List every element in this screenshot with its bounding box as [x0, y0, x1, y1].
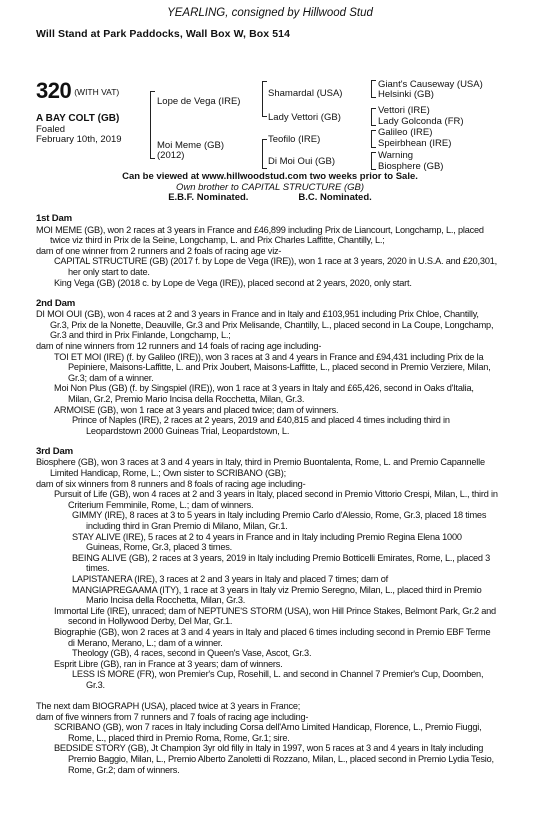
- pedigree-ddd: Biosphere (GB): [378, 161, 444, 172]
- pedigree-sire-dam: Lady Vettori (GB): [268, 112, 341, 123]
- third-dam-grandproduce: Theology (GB), 4 races, second in Queen's Vase, Ascot, Gr.3.: [72, 648, 312, 659]
- pedigree-ssd: Helsinki (GB): [378, 89, 434, 100]
- bc-nominated: B.C. Nominated.: [298, 192, 372, 203]
- pedigree-bracket-sd: [371, 108, 376, 126]
- second-dam-grandproduce: Prince of Naples (IRE), 2 races at 2 years, 2019 and £40,815 and placed 4 times including third in Leopardstown 2000 Guineas Trial, Leopardstown, L.: [72, 415, 450, 436]
- section-gap: [36, 691, 498, 702]
- pedigree-bracket-dam: [262, 139, 267, 169]
- first-dam-line: MOI MEME (GB), won 2 races at 3 years in France and £46,899 including Prix de Liancourt, Longchamp, L., placed twice viz third in Prix de la Seine, Longchamp, L. and Prix Charles Laffitte, Chantilly, L.;: [36, 224, 484, 246]
- pedigree-bracket-dd: [371, 152, 376, 170]
- pedigree-dsd: Speirbhean (IRE): [378, 138, 452, 149]
- pedigree-bracket-sire: [262, 81, 267, 117]
- third-dam-produce: Biographie (GB), won 2 races at 3 and 4 years in Italy and placed 6 times including second in Premio EBF Terme di Merano, Merano, L.; dam of a winner.: [54, 626, 491, 648]
- lot-number: [36, 78, 119, 104]
- nominations: [0, 193, 540, 203]
- lot-number-value: 320: [36, 78, 72, 103]
- next-dam-produce: SCRIBANO (GB), won 7 races in Italy including Corsa dell'Arno Limited Handicap, Florence, L., Premio Fiuggi, Rome, L., placed third in Premio Roma, Rome, Gr.1; sire.: [54, 722, 482, 743]
- pedigree-bracket-main: [150, 91, 155, 159]
- next-dam-produce: BEDSIDE STORY (GB), Jt Champion 3yr old filly in Italy in 1997, won 5 races at 3 and 4 years in Italy including Premio Baggio, Milan, L., Premio Alberto Zanoletti di Rozzano, Milan, L., placed second in Premio Lydia Tesio, Rome, Gr.2; dam of winners.: [54, 743, 494, 775]
- third-dam-grandproduce: BEING ALIVE (GB), 2 races at 3 years, 2019 in Italy including Premio Botticelli Emirates, Rome, L., placed 3 times.: [72, 552, 491, 574]
- third-dam-greatgrandproduce: MANGIAPREGAAMA (ITY), 1 race at 3 years in Italy viz Premio Seregno, Milan, L., placed third in Premio Mario Incisa della Rocchetta, Milan, Gr.3.: [72, 584, 482, 606]
- first-dam-produce: CAPITAL STRUCTURE (GB) (2017 f. by Lope de Vega (IRE)), won 1 race at 3 years, 2020 in U.S.A. and £20,301, her only start to date.: [54, 256, 497, 277]
- pedigree-sire: Lope de Vega (IRE): [157, 96, 241, 107]
- third-dam-heading: 3rd Dam: [36, 445, 73, 457]
- brother-note: Own brother to CAPITAL STRUCTURE (GB): [175, 182, 365, 193]
- pedigree-dam-year: (2012): [157, 150, 185, 161]
- second-dam-produce: TOI ET MOI (IRE) (f. by Galileo (IRE)), won 3 races at 3 and 4 years in France and £94,431 including Prix de la Pepiniere, Maisons-Laffitte, L. and Prix Joubert, Maisons-Laffitte, L., placed second in Premio Verziere, Milan, Gr.3; dam of a winner.: [54, 351, 491, 383]
- pedigree-dss: Galileo (IRE): [378, 127, 433, 138]
- foaled-date: February 10th, 2019: [36, 134, 122, 145]
- second-dam-produce-intro: dam of nine winners from 12 runners and 14 foals of racing age including-: [36, 341, 322, 352]
- stand-location: Will Stand at Park Paddocks, Wall Box W, Box 514: [36, 28, 291, 40]
- pedigree-dam-sire: Teofilo (IRE): [268, 134, 321, 145]
- third-dam-produce: Pursuit of Life (GB), won 4 races at 2 and 3 years in Italy, placed second in Premio Vittorio Crespi, Milan, L., third in Criterium Femminile, Rome, L.; dam of winners.: [54, 489, 498, 510]
- first-dam-produce: King Vega (GB) (2018 c. by Lope de Vega (IRE)), placed second at 2 years, 2020, only start.: [54, 277, 412, 288]
- pedigree-sdd: Lady Golconda (FR): [378, 116, 464, 127]
- first-dam-heading: 1st Dam: [36, 213, 72, 224]
- second-dam-produce: ARMOISE (GB), won 1 race at 3 years and placed twice; dam of winners.: [54, 404, 339, 415]
- foaled-label: Foaled: [36, 124, 66, 135]
- third-dam-produce-intro: dam of six winners from 8 runners and 8 foals of racing age including-: [36, 478, 306, 489]
- third-dam-produce: Immortal Life (IRE), unraced; dam of NEPTUNE'S STORM (USA), won Hill Prince Stakes, Belmont Park, Gr.2 and second in Hollywood Derby, Del Mar, Gr.1.: [54, 605, 496, 627]
- second-dam-heading: 2nd Dam: [36, 297, 76, 309]
- next-dam-produce-intro: dam of five winners from 7 runners and 7 foals of racing age including-: [36, 711, 309, 722]
- third-dam-grandproduce: LESS IS MORE (FR), won Premier's Cup, Rosehill, L. and second in Channel 7 Premier's Cup, Doomben, Gr.3.: [72, 669, 484, 690]
- pedigree-sire-sire: Shamardal (USA): [268, 88, 343, 99]
- third-dam-grandproduce: STAY ALIVE (IRE), 5 races at 2 to 4 years in France and in Italy including Premio Regina Elena 1000 Guineas, Rome, Gr.3, placed 3 times.: [72, 531, 462, 553]
- pedigree-sss: Giant's Causeway (USA): [378, 79, 483, 90]
- ebf-nominated: E.B.F. Nominated.: [168, 192, 249, 203]
- second-dam-produce: Moi Non Plus (GB) (f. by Singspiel (IRE)), won 1 race at 3 years in Italy and £65,426, second in Oaks d'Italia, Milan, Gr.2, Premio Mario Incisa della Rocchetta, Milan, Gr.3.: [54, 383, 474, 404]
- viewing-note: Can be viewed at www.hillwoodstud.com two weeks prior to Sale.: [122, 171, 418, 182]
- pedigree-body: [36, 214, 498, 775]
- vat-note: (WITH VAT): [74, 87, 120, 97]
- first-dam-produce-intro: dam of one winner from 2 runners and 2 foals of racing age viz-: [36, 245, 282, 256]
- pedigree-bracket-ss: [371, 80, 376, 98]
- third-dam-grandproduce: LAPISTANERA (IRE), 3 races at 2 and 3 years in Italy and placed 7 times; dam of: [72, 574, 388, 584]
- pedigree-sds: Vettori (IRE): [378, 105, 430, 116]
- consignment-header: YEARLING, consigned by Hillwood Stud: [167, 7, 373, 19]
- second-dam-line: DI MOI OUI (GB), won 4 races at 2 and 3 years in France and in Italy and £103,951 including Prix Chloe, Chantilly, Gr.3, Prix de la Nonette, Deauville, Gr.3 and Prix Melisande, Chantilly, L., placed second in La Coupe, Longchamp, Gr.3 and third in Prix Finlande, Longchamp, L.;: [36, 309, 494, 341]
- pedigree-dam-dam: Di Moi Oui (GB): [268, 156, 336, 167]
- next-dam-line: The next dam BIOGRAPH (USA), placed twice at 3 years in France;: [36, 701, 301, 712]
- horse-name: A BAY COLT (GB): [36, 113, 120, 124]
- pedigree-dam: Moi Meme (GB): [157, 140, 225, 151]
- pedigree-dds: Warning: [378, 150, 414, 161]
- third-dam-grandproduce: GIMMY (IRE), 8 races at 3 to 5 years in Italy including Premio Carlo d'Alessio, Rome, Gr.3, placed 18 times including third in Gran Premio di Milano, Milan, Gr.1.: [72, 510, 487, 532]
- pedigree-bracket-ds: [371, 130, 376, 148]
- third-dam-produce: Esprit Libre (GB), ran in France at 3 years; dam of winners.: [54, 658, 283, 669]
- third-dam-line: Biosphere (GB), won 3 races at 3 and 4 years in Italy, third in Premio Buontalenta, Rome, L. and Premio Capannelle Limited Handicap, Rome, L.; Own sister to SCRIBANO (GB);: [36, 457, 485, 479]
